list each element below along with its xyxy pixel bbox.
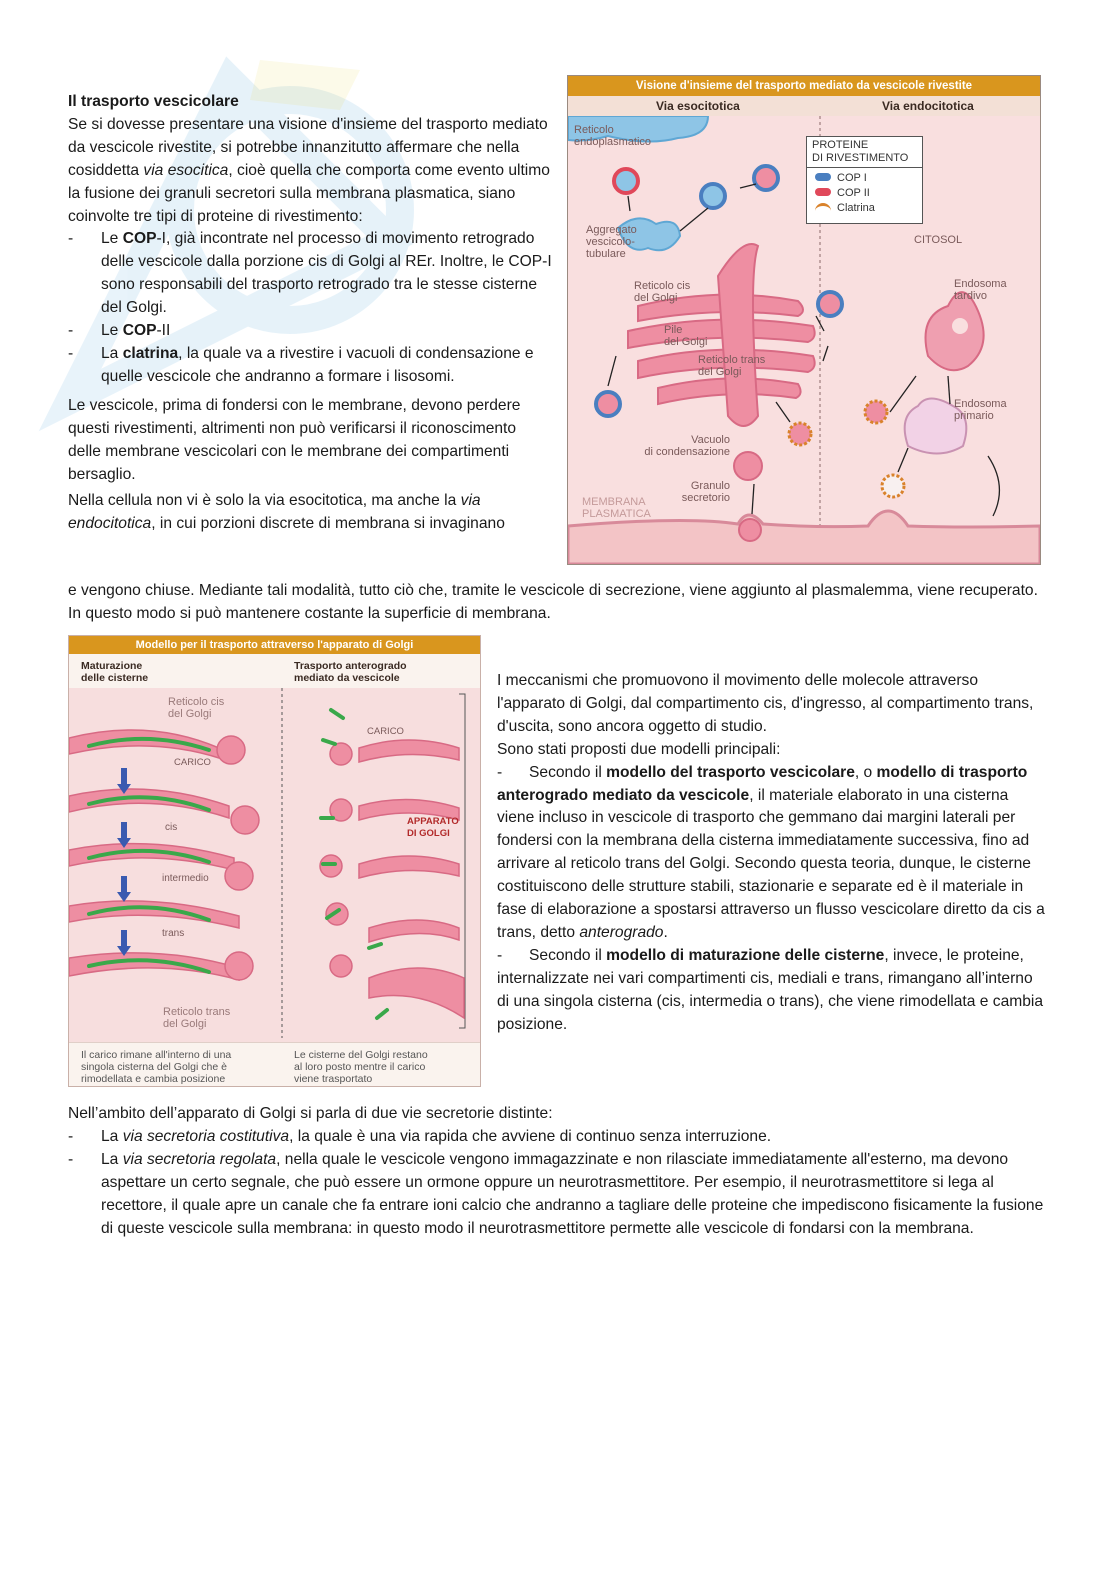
- label-late-endosome: Endosoma tardivo: [954, 278, 1007, 302]
- label-trans: trans: [162, 928, 185, 939]
- list-item: - La via secretoria regolata, nella quale le vescicole vengono immagazzinate e non rilasciate immediatamente all'esterno, ma devono aspettare un certo segnale, che può essere un ormone oppure un neurotrasmettitore. Per esempio, il neurotrasmettitore si lega al recettore, il quale apre un canale che fa entrare ioni calcio che andranno a tagliare delle proteine che impediscono fisicamente la fusione di queste vescicole sulla membrana: in questo modo il neurotrasmettitore permette alle vescicole di fondarsi con la membrana.: [68, 1150, 1044, 1237]
- legend-item-clathrin: Clatrina: [815, 201, 914, 216]
- figure-title: Visione d'insieme del trasporto mediato da vescicole rivestite: [568, 76, 1040, 96]
- golgi-models-text: [497, 670, 1045, 1037]
- label-cis-golgi: Reticolo cis del Golgi: [634, 280, 691, 304]
- label-cis: cis: [165, 822, 178, 833]
- label-early-endosome: Endosoma primario: [954, 398, 1007, 422]
- label-cargo-left: CARICO: [174, 757, 211, 768]
- legend-item-cop2: COP II: [815, 186, 914, 201]
- paragraph: e vengono chiuse. Mediante tali modalità, tutto ciò che, tramite le vescicole di secrezione, viene aggiunto al plasmalemma, viene recuperato. In questo modo si può mantenere costante la superficie di membrana.: [68, 582, 1038, 622]
- intro-text-a: Se si dovesse presentare una visione d'insieme del trasporto mediato da vescicole rivestite, si potrebbe innanzitutto affermare che nella cosiddetta: [68, 115, 548, 179]
- caption-right: Le cisterne del Golgi restano al loro posto mentre il carico viene trasportato: [294, 1049, 428, 1085]
- label-cytosol: CITOSOL: [914, 234, 963, 246]
- left-column-heading: Maturazione delle cisterne: [81, 660, 149, 684]
- list-item: - La via secretoria costitutiva, la quale è una via rapida che avviene di continuo senza interruzione.: [68, 1127, 772, 1145]
- label-condensing-vacuole: Vacuolo di condensazione: [644, 434, 730, 458]
- paragraph: Nell’ambito dell’apparato di Golgi si parla di due vie secretorie distinte:: [68, 1105, 553, 1122]
- intro-text-b: , cioè quella che comporta come evento ultimo la fusione dei granuli secretori sulla membrana plasmatica, siano coinvolte tre tipi di proteine di rivestimento:: [68, 161, 550, 225]
- caption-left: Il carico rimane all'interno di una singola cisterna del Golgi che è rimodellata e cambia posizione: [81, 1049, 232, 1085]
- label-cargo-right: CARICO: [367, 726, 404, 737]
- label-er: Reticolo endoplasmatico: [574, 124, 652, 148]
- label-golgi-stack: Pile del Golgi: [664, 324, 708, 348]
- secretory-pathways-text: [68, 1103, 1048, 1240]
- label-trans-network: Reticolo trans del Golgi: [163, 1006, 231, 1030]
- figure-golgi-models: [68, 635, 481, 1087]
- paragraph: I meccanismi che promuovono il movimento delle molecole attraverso l'apparato di Golgi, dal compartimento cis, d'ingresso, al compartimento trans, d'uscita, sono ancora oggetto di studio.: [497, 672, 1034, 735]
- list-item: - Le COP-II: [68, 322, 171, 340]
- list-item: - La clatrina, la quale va a rivestire i vacuoli di condensazione e quelle vescicole che andranno a formare i lisosomi.: [68, 344, 534, 385]
- list-item: - Secondo il modello di maturazione delle cisterne, invece, le proteine, internalizzate nei vari compartimenti cis, mediali e trans, rimangano all’interno di una singola cisterna (cis, intermedia o trans), che viene rimodellata e cambia posizione.: [497, 946, 1044, 1033]
- intro-paragraph: [68, 114, 552, 229]
- section-intro: [68, 91, 552, 536]
- label-plasma-membrane: MEMBRANA PLASMATICA: [582, 496, 651, 520]
- paragraph: Sono stati proposti due modelli principali:: [497, 740, 781, 758]
- coat-protein-legend: [806, 136, 923, 224]
- list-item: - Le COP-I, già incontrate nel processo di movimento retrogrado delle vescicole dalla porzione cis di Golgi al REr. Inoltre, le COP-I sono responsabili del trasporto retrogrado tra le stesse cisterne del Golgi.: [68, 230, 552, 317]
- list-item: - Secondo il modello del trasporto vescicolare, o modello di trasporto anterogrado mediato da vescicole, il materiale elaborato in una cisterna viene incluso in vescicole di trasporto che gemmano dai margini laterali per fondersi con la membrana della cisterna immediatamente successiva, fino ad arrivare al reticolo trans del Golgi. Secondo questa teoria, dunque, le cisterne costituiscono delle strutture stabili, stazionarie e separate ed è il materiale in fase di elaborazione a spostarsi attraverso un flusso vescicolare diretto da cis a trans, detto anterogrado.: [497, 763, 1045, 941]
- golgi-models-drawing: [69, 688, 480, 1038]
- figure-title: Modello per il trasporto attraverso l'apparato di Golgi: [69, 636, 480, 654]
- label-trans-golgi: Reticolo trans del Golgi: [698, 354, 766, 378]
- intro-emphasis: via esocitica: [143, 161, 229, 179]
- paragraph: Nella cellula non vi è solo la via esocitotica, ma anche la via endocitotica, in cui porzioni discrete di membrana si invaginano: [68, 492, 505, 533]
- legend-title: DI RIVESTIMENTO: [812, 152, 909, 164]
- label-intermediate: intermedio: [162, 873, 209, 884]
- label-secretory-granule: Granulo secretorio: [681, 480, 730, 504]
- right-column-heading: Trasporto anterogrado mediato da vescicole: [294, 660, 407, 684]
- paragraph: Le vescicole, prima di fondersi con le membrane, devono perdere questi rivestimenti, altrimenti non può verificarsi il riconoscimento delle membrane vescicolari con le membrane dei compartimenti bersaglio.: [68, 396, 521, 483]
- legend-title: PROTEINE: [812, 139, 869, 151]
- column-endocytic: Via endocitotica: [882, 99, 974, 113]
- legend-item-cop1: COP I: [815, 171, 914, 186]
- label-golgi-apparatus: APPARATO DI GOLGI: [407, 816, 459, 839]
- label-vtc: Aggregato vescicolo- tubulare: [586, 224, 637, 260]
- section-title: Il trasporto vescicolare: [68, 93, 239, 110]
- label-cis-network: Reticolo cis del Golgi: [168, 696, 225, 720]
- figure-vesicle-transport: [567, 75, 1041, 565]
- column-exocytic: Via esocitotica: [656, 99, 740, 113]
